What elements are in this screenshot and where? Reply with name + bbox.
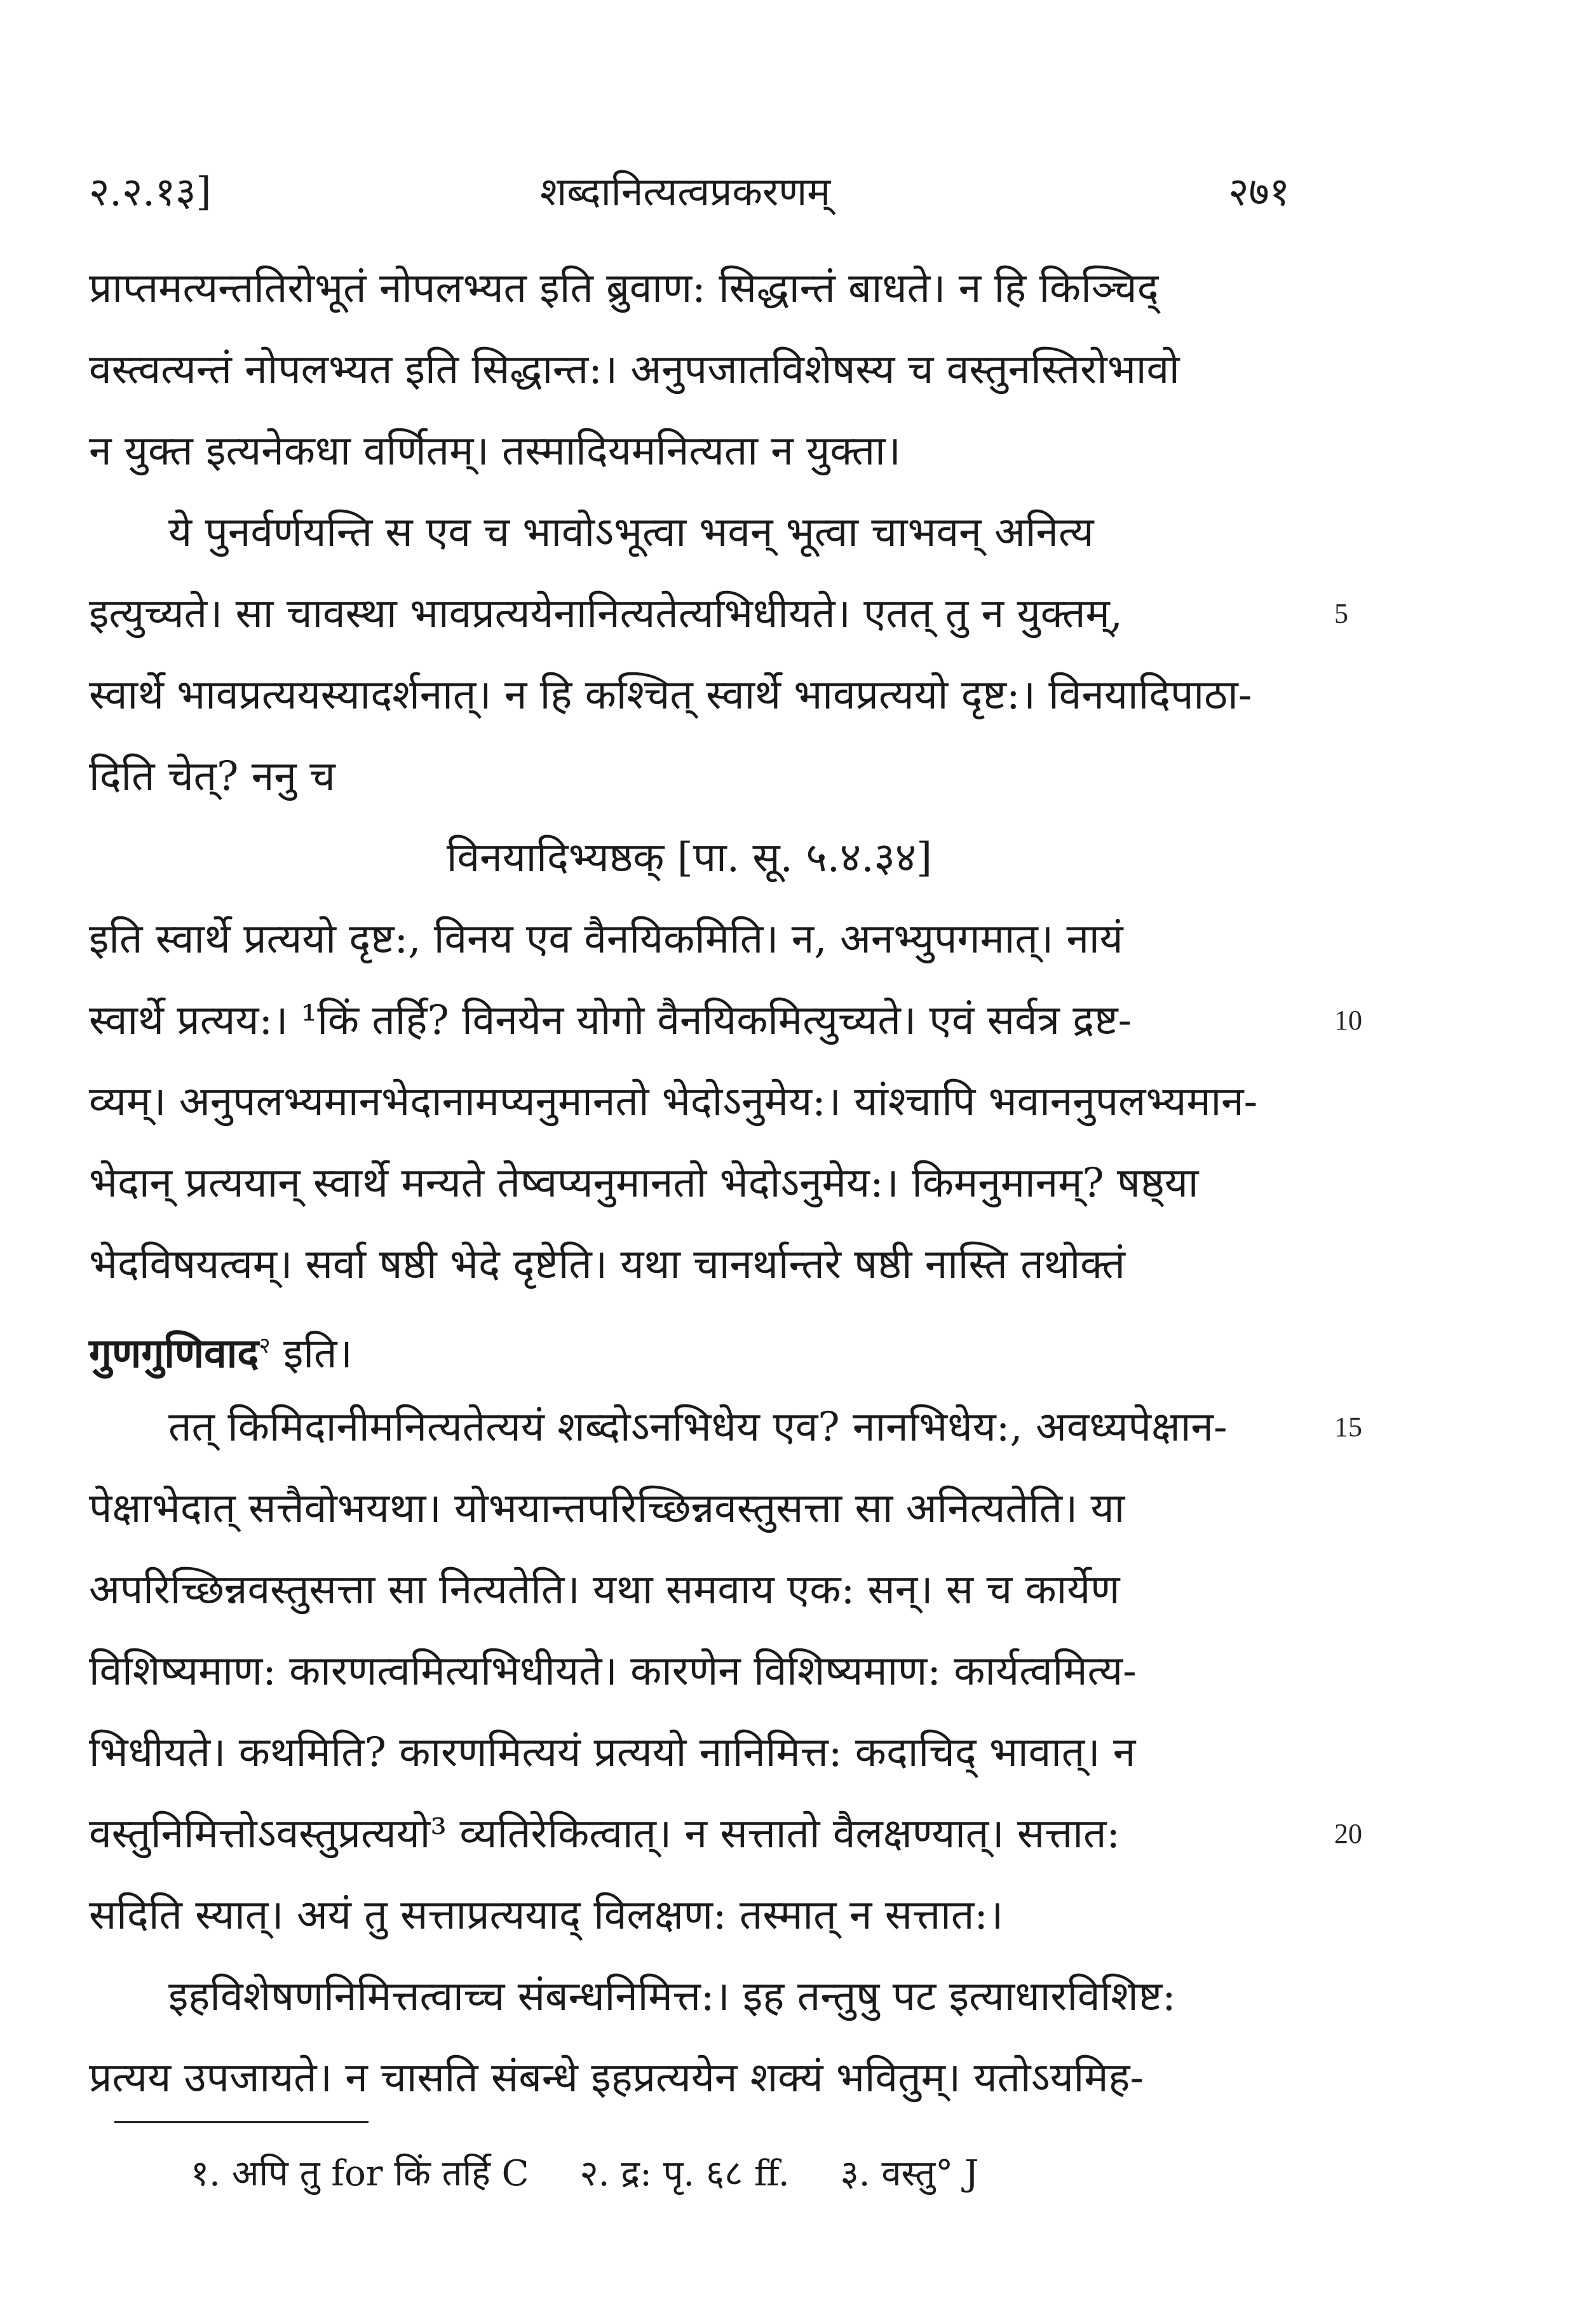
footnote: ३. वस्तु° J: [840, 2153, 979, 2194]
text-line: [89, 1712, 1290, 1793]
text-line: [89, 329, 1290, 411]
line-number: 20: [1334, 1818, 1362, 1849]
footnote: २. द्र: पृ. ६८ ff.: [579, 2153, 790, 2194]
text-line: [89, 817, 1290, 899]
running-title: शब्दानित्यत्वप्रकरणम्: [540, 168, 831, 215]
line-text: विनयादिभ्यष्ठक् [पा. सू. ५.४.३४]: [446, 834, 933, 881]
line-text: भेदान् प्रत्ययान् स्वार्थे मन्यते तेष्वप्यनुमानतो भेदोऽनुमेय:। किमनुमानम्? षष्ठ्या: [89, 1160, 1199, 1207]
text-line: [89, 1875, 1290, 1956]
line-text: दिति चेत्? ननु च: [89, 753, 335, 800]
text-line: [89, 492, 1290, 573]
line-text: इत्युच्यते। सा चावस्था भावप्रत्ययेनानित्यतेत्यभिधीयते। एतत् तु न युक्तम्,: [89, 590, 1123, 637]
line-text: प्रत्यय उपजायते। न चासति संबन्धे इहप्रत्ययेन शक्यं भवितुम्। यतोऽयमिह-: [89, 2054, 1144, 2101]
text-line: [89, 1143, 1290, 1224]
text-line: [89, 1549, 1290, 1631]
text-line: [89, 2037, 1290, 2119]
line-text-rest: इति।: [270, 1330, 353, 1378]
text-line: [89, 655, 1290, 736]
section-reference: २.२.१३]: [89, 168, 212, 215]
line-text: सदिति स्यात्। अयं तु सत्ताप्रत्ययाद् विलक्षण: तस्मात् न सत्तात:।: [89, 1892, 1004, 1939]
text-line: [89, 1061, 1290, 1143]
text-line: [89, 1224, 1290, 1305]
line-text: तत् किमिदानीमनित्यतेत्ययं शब्दोऽनभिधेय एव? नानभिधेय:, अवध्यपेक्षान-: [168, 1404, 1227, 1451]
text-line: [89, 1387, 1362, 1468]
line-text: न युक्त इत्यनेकधा वर्णितम्। तस्मादियमनित्यता न युक्ता।: [89, 428, 901, 475]
text-line: [89, 411, 1290, 492]
text-line: [89, 573, 1348, 655]
running-header: [89, 164, 1290, 227]
page-number: २७१: [1228, 168, 1290, 215]
footnote-rule: [114, 2121, 369, 2123]
footnote-marker: २: [259, 1333, 271, 1359]
line-text: वस्तुनिमित्तोऽवस्तुप्रत्ययो³ व्यतिरेकित्वात्। न सत्तातो वैलक्षण्यात्। सत्तात:: [89, 1810, 1120, 1857]
line-text: इहविशेषणनिमित्तत्वाच्च संबन्धनिमित्त:। इह तन्तुषु पट इत्याधारविशिष्ट:: [168, 1973, 1176, 2020]
text-line: [89, 1305, 1290, 1387]
footnote: १. अपि तु for किं तर्हि C: [191, 2153, 529, 2194]
footnotes: [191, 2148, 1029, 2196]
line-text: प्राप्तमत्यन्ततिरोभूतं नोपलभ्यत इति ब्रुवाण: सिद्धान्तं बाधते। न हि किञ्चिद्: [89, 265, 1159, 312]
line-text: भेदविषयत्वम्। सर्वा षष्ठी भेदे दृष्टेति। यथा चानर्थान्तरे षष्ठी नास्ति तथोक्तं: [89, 1241, 1125, 1288]
text-line: [89, 899, 1290, 980]
line-text: अपरिच्छिन्नवस्तुसत्ता सा नित्यतेति। यथा समवाय एक: सन्। स च कार्येण: [89, 1566, 1120, 1613]
line-text: ये पुनर्वर्णयन्ति स एव च भावोऽभूत्वा भवन् भूत्वा चाभवन् अनित्य: [168, 509, 1094, 556]
line-text: व्यम्। अनुपलभ्यमानभेदानामप्यनुमानतो भेदोऽनुमेय:। यांश्चापि भवाननुपलभ्यमान-: [89, 1078, 1258, 1125]
line-text: भिधीयते। कथमिति? कारणमित्ययं प्रत्ययो नानिमित्त: कदाचिद् भावात्। न: [89, 1729, 1136, 1776]
text-line: [89, 1956, 1290, 2037]
text-line: [89, 248, 1290, 329]
line-text: वस्त्वत्यन्तं नोपलभ्यत इति सिद्धान्त:। अनुपजातविशेषस्य च वस्तुनस्तिरोभावो: [89, 346, 1180, 393]
line-text: इति स्वार्थे प्रत्ययो दृष्ट:, विनय एव वैनयिकमिति। न, अनभ्युपगमात्। नायं: [89, 916, 1123, 963]
line-text: [89, 1305, 353, 1394]
line-text: विशिष्यमाण: कारणत्वमित्यभिधीयते। कारणेन विशिष्यमाण: कार्यत्वमित्य-: [89, 1648, 1137, 1695]
line-text: स्वार्थे भावप्रत्ययस्यादर्शनात्। न हि कश्चित् स्वार्थे भावप्रत्ययो दृष्ट:। विनयादिपाठा-: [89, 672, 1252, 719]
line-number: 5: [1334, 598, 1348, 629]
bold-reference: गुणगुणिवाद: [89, 1329, 259, 1378]
text-line: [89, 1631, 1290, 1712]
line-number: 15: [1334, 1411, 1362, 1443]
line-number: 10: [1334, 1005, 1362, 1036]
text-line: [89, 1468, 1290, 1549]
line-text: पेक्षाभेदात् सत्तैवोभयथा। योभयान्तपरिच्छिन्नवस्तुसत्ता सा अनित्यतेति। या: [89, 1485, 1125, 1532]
text-line: [89, 736, 1290, 817]
text-line: [89, 980, 1362, 1061]
line-text: स्वार्थे प्रत्यय:। ¹किं तर्हि? विनयेन योगो वैनयिकमित्युच्यते। एवं सर्वत्र द्रष्ट-: [89, 997, 1132, 1044]
text-line: [89, 1793, 1362, 1875]
text-body: [89, 248, 1362, 2119]
